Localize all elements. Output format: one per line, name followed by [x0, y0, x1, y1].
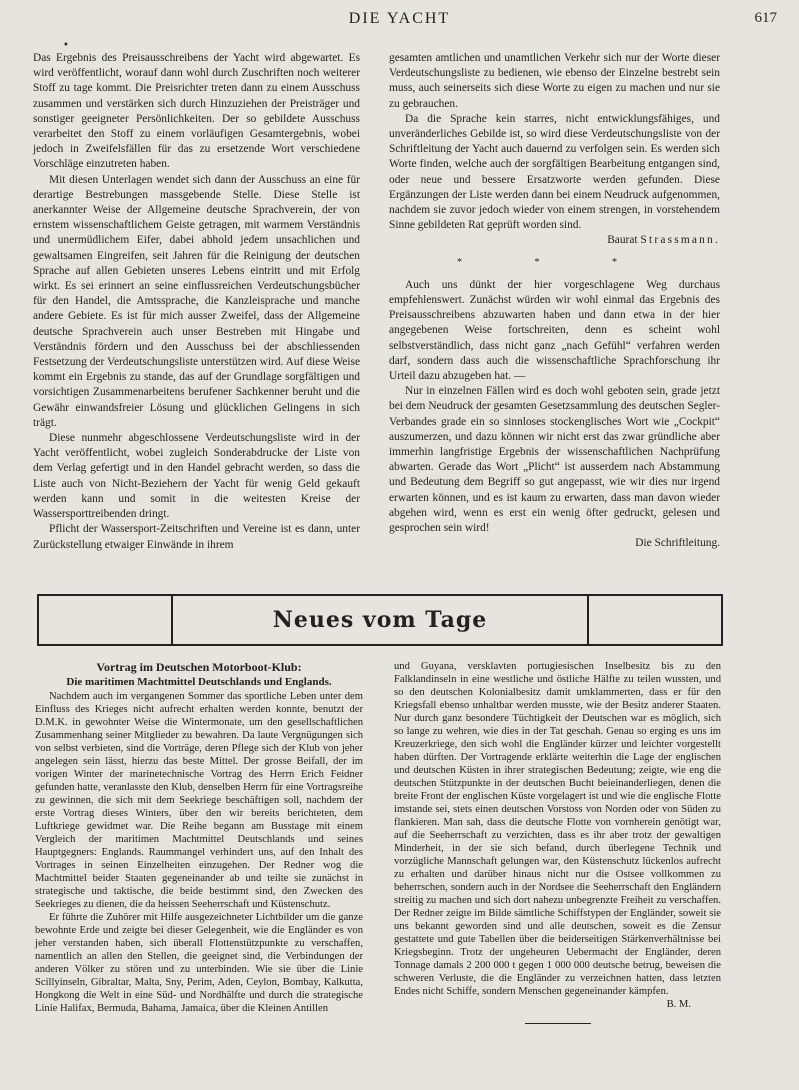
article-title: Vortrag im Deutschen Motorboot-Klub: [96, 660, 302, 674]
paragraph: Nachdem auch im vergangenen Sommer das sportliche Leben unter dem Einfluss des Krieges nicht aufrecht erhalten werden konnte, benutzt der D.M.K. in gewohnter Weise die Wintermonate, um den gesellschaftlichen Zusammenhang seiner Mitglieder zu bewahren. Da laute Vergnügungen sich von selbst verbieten, sind die Vorträge, deren Pflege sich der Klub von jeher angelegen sein lässt, hierzu das beste Mittel. Der grosse Beifall, der im vorigen Winter der marinetechnische Vortrag des Herrn Erich Feidner gefunden hatte, veranlasste den Klub, denselben Herrn für eine Vortragsreihe zu gewinnen, die sich mit dem Seekriege beschäftigen soll, nachdem der erste Vortrag dieses Winters, über den wir bereits berichteten, dem Luftkriege gewidmet war. Die Reihe begann am Busstage mit einem Vergleich der maritimen Machtmittel Deutschlands und seines Hauptgegners: Englands. Raummangel verhindert uns, auf den Inhalt des Vortrages in seinen Einzelheiten einzugehen. Der Redner wog die Machtmittel beider Staaten gegeneinander ab und teilte sie zunächst in strategische und taktische, die beide bestimmt sind, den Zwecken des Seekrieges zu dienen, die da heissen Seeherrschaft und Küstenschutz. [35, 691, 363, 910]
section-separator-asterisks: * * * [457, 256, 652, 268]
paragraph: Das Ergebnis des Preisausschreibens der Yacht wird abgewartet. Es wird veröffentlicht, worauf dann wohl durch Zuschriften noch weiterer Stoff zu tage kommt. Die Preisrichter treten dann zu einem Ausschuss zusammen und verstärken sich durch Hinzuziehen der Preisträger und sonstiger geeigneter Persönlichkeiten. Der so gebildete Ausschuss verarbeitet den Stoff zu einem vorläufigen Gesamtergebnis, wobei jedoch in Zweifelsfällen für das zu ersetzende Wort verschiedene Vorschläge einzutreten haben. [33, 52, 360, 171]
signature-name: Strassmann. [640, 234, 720, 247]
top-left-column [33, 51, 360, 553]
paragraph: Nur in einzelnen Fällen wird es doch wohl geboten sein, grade jetzt bei dem Neudruck der gesamten Gesetzsammlung des deutschen Segler-Verbandes grade ein so sinnloses stockenglisches Wort wie „Cockpit“ auszumerzen, und dazu können wir nicht erst das zwar gründliche aber immerhin langfristige Ergebnis der wissenschaftlichen Nachprüfung abwarten. Gerade das Wort „Plicht“ ist ausserdem nach Abstammung und Bedeutung dem Begriff so gut angepasst, wie wir dies nur irgend erwarten können, und es ist kaum zu erwarten, dass man davon wieder abgehen wird, wenn es erst ein wenig öfter gedruckt, gelesen und gesprochen sein wird! [389, 385, 720, 535]
paragraph: Mit diesen Unterlagen wendet sich dann der Ausschuss an eine für derartige Bestrebungen massgebende Stelle. Diese Stelle ist anerkannter Weise der Allgemeine deutsche Sprachverein, der von ernstem wissenschaftlichem Geiste getragen, mit warmem Verständnis und unermüdlichem Eifer, dabei abhold jedem unsachlichen und gewaltsamen Eingreifen, seit Jahren für die Reinigung der deutschen Sprache auf allen Gebieten unseres Lebens eintritt und mit Erfolg wirkt. Es sei erinnert an seine einflussreichen Verdeutschungsbücher für den Handel, die Amtssprache, die Kanzleisprache und manche andere Gebiete. Es ist für mich ausser Zweifel, dass der Allgemeine deutsche Sprachverein auch unser Bestreben mit Hingabe und Verständnis fördern und den Ausschuss bei der abschliessenden Festsetzung der Verdeutschungsliste unterstützen wird. Auf diese Weise kommt ein Ergebnis zu stande, das auf der Grundlage sorgfältigen und vorsichtigen Zusammenarbeitens berufener Sachkenner beruht und die Gewähr einwandsfreier Lösung und glücklichen Gelingens in sich trägt. [33, 173, 360, 429]
paragraph: Pflicht der Wassersport-Zeitschriften und Vereine ist es dann, unter Zurückstellung etwaiger Einwände in ihrem [33, 523, 360, 551]
bottom-right-column [394, 660, 721, 1024]
paragraph: Diese nunmehr abgeschlossene Verdeutschungsliste wird in der Yacht veröffentlicht, wobei zugleich Sonderabdrucke der Liste von dem Verlag gefertigt und in den Handel gebracht werden, so dass die Liste auch von Nicht-Beziehern der Yacht für wenig Geld gekauft werden kann und somit in die weitesten Kreise der Wassersporttreibenden dringt. [33, 432, 360, 521]
banner-right-box [587, 596, 721, 644]
top-right-column [389, 51, 720, 552]
paragraph: gesamten amtlichen und unamtlichen Verkehr sich nur der Worte dieser Verdeutschungsliste zu bedienen, wie ebenso der Einzelne bestrebt sein muss, auch seinerseits sich diese Worte zu eigen zu machen und nur sie zu gebrauchen. [389, 52, 720, 110]
paragraph: Da die Sprache kein starres, nicht entwicklungsfähiges, und unveränderliches Gebilde ist, so wird diese Verdeutschungsliste von der Schriftleitung der Yacht auch dauernd zu verfolgen sein. Es werden sich Worte finden, welche auch der sorgfältigen Bearbeitung entgangen sind, oder neue und bessere Ersatzworte werden gefunden. Diese Ergänzungen der Liste werden dann bei einem Neudruck aufgenommen, nachdem sie zuvor jedoch wieder von einem strengen, in vorstehendem Sinne gebildeten Rat geprüft worden sind. [389, 112, 720, 232]
ink-dot: • [63, 40, 69, 51]
bottom-left-column [35, 660, 363, 1015]
paragraph: Er führte die Zuhörer mit Hilfe ausgezeichneter Lichtbilder um die ganze bewohnte Erde und zeigte bei dieser Gelegenheit, wie die Engländer es von jeher verstanden haben, sich überall Flottenstützpunkte zu verschaffen, namentlich an allen den Stellen, die geeignet sind, die Verbindungen der anderen Völker zu stören und zu unterbinden. Wie sie über die Linie Scillyinseln, Gibraltar, Malta, Sny, Perim, Aden, Ceylon, Bombay, Kalkutta, Hongkong die Welt in eine Süd- und Nordhälfte und durch die strategische Linie Halifax, Bermuda, Bahama, Jamaica, über die Kleinen Antillen [35, 912, 363, 1014]
section-banner [37, 594, 723, 646]
signature-strassmann [389, 233, 720, 248]
article-author: B. M. [666, 999, 691, 1010]
paragraph: Auch uns dünkt der hier vorgeschlagene Weg durchaus empfehlenswert. Zunächst würden wir wohl einmal das Ergebnis des Preisausschreibens abzuwarten haben und dann etwa in der hier angegebenen Weise fortschreiten, denn es scheint wohl selbstverständlich, dass nicht ganz „nach Gefühl“ verfahren werden darf, sondern dass auch die wissenschaftliche Sprachforschung ihr Urteil dazu abzugeben hat. — [389, 278, 720, 383]
page-number: 617 [754, 10, 777, 26]
signature-prefix: Baurat [607, 234, 638, 247]
end-rule [525, 1023, 591, 1024]
signature-schriftleitung: Die Schriftleitung. [635, 537, 720, 550]
banner-left-box [39, 596, 173, 644]
section-title: Neues vom Tage [272, 607, 488, 633]
article-subtitle: Die maritimen Machtmittel Deutschlands und Englands. [66, 676, 332, 688]
paragraph: und Guyana, versklavten portugiesischen Inselbesitz bis zu den Falklandinseln in eine westliche und östliche Hälfte zu teilen wussten, und so den deutschen Kolonialbesitz damit umklammerten, dass er für den Kriegsfall ebenso unhaltbar werden musste, wie der Besitz anderer Staaten. Nur durch ganz besondere Tüchtigkeit der Deutschen war es möglich, sich so lange zu wehren, wie dies in der Tat geschah. Genau so erging es uns im Kreuzerkriege, den sich wohl die Engländer kürzer und leichter vorgestellt haben dürften. Der Vortragende erklärte weiterhin die Lage der englischen und deutschen Küsten in ihrer strategischen Bedeutung; zeigte, wie eng die deutschen Stützpunkte in der deutschen Bucht beieinanderliegen, denen die breite Front der englischen Küste vorgelagert ist und wie die englische Flotte imstande sei, stets einen deutschen Vorstoss von Norden oder von Süden zu flankieren. Man sah, dass die deutsche Flotte von vornherein genötigt war, auf die Seeherrschaft zu verzichten, dass es ihr aber trotz der gewaltigen Minderheit, in der sie sich befand, durch überlegene Technik und vorzügliche Mannschaft gelungen war, den Küstenschutz lückenlos aufrecht zu erhalten und darüber hinaus nicht nur die Ostsee vollkommen zu beherrschen, sondern auch in der Nordsee die Seeherrschaft den Engländern streitig zu machen und sich dort nahezu unbegrenzte Freiheit zu verschaffen. Der Redner zeigte im Bilde sämtliche Schiffstypen der Engländer, soweit sie uns bekannt geworden sind und alle deutschen, soweit es die Zensur gestattete und gute Tabellen über die beiderseitigen Stärkenverhältnisse bei Kriegsbeginn. Trotz der ungeheuren Uebermacht der Engländer, deren Tonnage damals 2 200 000 t gegen 1 000 000 deutsche betrug, beweisen die schweren Verluste, die die Engländer zu verzeichnen hatten, dass letzten Endes nicht Schiffe, sondern Menschen gegeneinander kämpfen. [394, 661, 721, 997]
running-header-title: DIE YACHT [348, 10, 451, 27]
